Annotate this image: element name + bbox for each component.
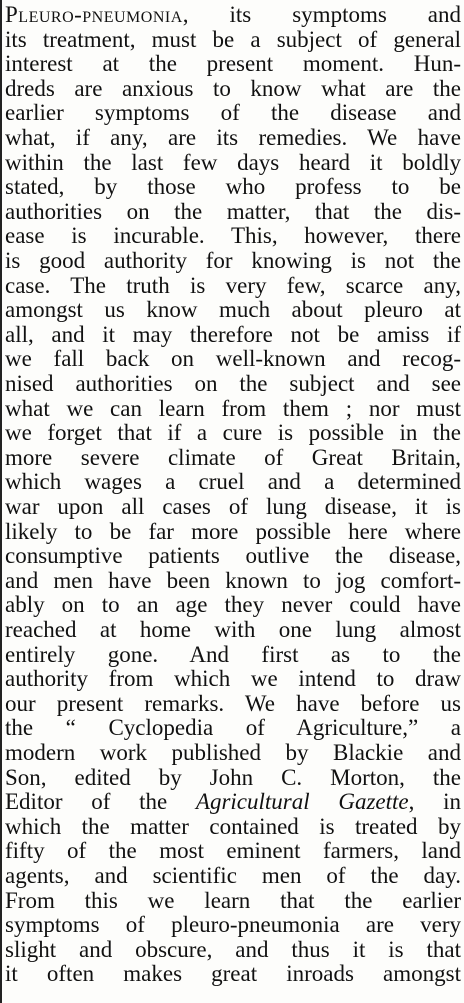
text-line bbox=[5, 322, 461, 348]
text-run: and men have been known to jog comfort- bbox=[5, 567, 461, 593]
text-line bbox=[5, 961, 461, 987]
text-run: authority from which we intend to draw bbox=[5, 666, 461, 692]
text-line bbox=[5, 568, 461, 594]
text-line bbox=[5, 150, 461, 176]
text-run: ease is incurable. This, however, there bbox=[5, 223, 461, 249]
text-run: , in bbox=[408, 789, 461, 815]
text-run: ably on to an age they never could have bbox=[5, 592, 461, 618]
text-run: From this we learn that the earlier bbox=[5, 887, 461, 913]
text-line bbox=[5, 494, 461, 520]
text-line bbox=[5, 100, 461, 126]
text-run: nised authorities on the subject and see bbox=[5, 371, 461, 396]
text-run: which the matter contained is treated by bbox=[5, 813, 461, 839]
text-line bbox=[5, 223, 461, 249]
text-run: what we can learn from them ; nor must bbox=[5, 395, 461, 421]
text-run: agents, and scientific men of the day. bbox=[5, 863, 461, 888]
text-line bbox=[5, 814, 461, 840]
text-line bbox=[5, 346, 461, 372]
text-run: what, if any, are its remedies. We have bbox=[5, 125, 461, 150]
text-run: is good authority for knowing is not the bbox=[5, 248, 461, 273]
text-run: entirely gone. And first as to the bbox=[5, 641, 461, 667]
publication-title: Agricultural Gazette bbox=[195, 789, 409, 815]
text-line bbox=[5, 297, 461, 323]
text-line bbox=[5, 937, 461, 963]
text-line bbox=[5, 76, 461, 102]
text-line bbox=[5, 174, 461, 200]
text-line bbox=[5, 691, 461, 717]
text-run: we fall back on well-known and recog- bbox=[5, 346, 461, 372]
text-run: it often makes great inroads amongst bbox=[5, 961, 461, 987]
text-run: within the last few days heard it boldly bbox=[5, 149, 461, 175]
text-line bbox=[5, 666, 461, 692]
text-line bbox=[5, 642, 461, 668]
text-line bbox=[5, 617, 461, 643]
text-line bbox=[5, 519, 461, 545]
text-line bbox=[5, 396, 461, 422]
text-run: stated, by those who profess to be bbox=[5, 174, 461, 200]
text-line bbox=[5, 27, 461, 53]
text-run: amongst us know much about pleuro at bbox=[5, 297, 461, 323]
text-line bbox=[5, 420, 461, 446]
text-line bbox=[5, 273, 461, 299]
text-run: earlier symptoms of the disease and bbox=[5, 100, 461, 126]
text-line bbox=[5, 592, 461, 618]
text-run: consumptive patients outlive the disease, bbox=[5, 543, 461, 569]
text-run: modern work published by Blackie and bbox=[5, 740, 461, 765]
text-line bbox=[5, 888, 461, 914]
text-run: interest at the present moment. Hun- bbox=[5, 51, 461, 77]
text-run: war upon all cases of lung disease, it is bbox=[5, 494, 461, 519]
text-line bbox=[5, 912, 461, 938]
text-run: more severe climate of Great Britain, bbox=[5, 444, 461, 470]
text-run: symptoms of pleuro-pneumonia are very bbox=[5, 912, 461, 938]
text-run: , its symptoms and bbox=[182, 2, 461, 27]
text-run: case. The truth is very few, scarce any, bbox=[5, 272, 461, 298]
text-line bbox=[5, 765, 461, 791]
text-line bbox=[5, 740, 461, 766]
text-run: its treatment, must be a subject of general bbox=[5, 26, 461, 52]
text-line bbox=[5, 863, 461, 889]
text-line bbox=[5, 2, 461, 28]
text-run: likely to be far more possible here where bbox=[5, 518, 461, 544]
text-line bbox=[5, 248, 461, 274]
text-run: the “ Cyclopedia of Agriculture,” a bbox=[5, 715, 461, 741]
text-run: Editor of the bbox=[5, 789, 196, 815]
text-run: reached at home with one lung almost bbox=[5, 617, 461, 642]
text-line bbox=[5, 543, 461, 569]
column-rule bbox=[0, 0, 2, 1003]
text-line bbox=[5, 371, 461, 397]
text-line bbox=[5, 125, 461, 151]
text-run: authorities on the matter, that the dis- bbox=[5, 198, 461, 224]
text-run: which wages a cruel and a determined bbox=[5, 469, 461, 495]
text-run: slight and obscure, and thus it is that bbox=[5, 936, 461, 962]
text-line bbox=[5, 469, 461, 495]
lead-word: Pleuro-pneumonia bbox=[5, 2, 183, 27]
text-run: Son, edited by John C. Morton, the bbox=[5, 764, 461, 790]
text-line bbox=[5, 715, 461, 741]
text-line bbox=[5, 445, 461, 471]
text-run: fifty of the most eminent farmers, land bbox=[5, 838, 461, 864]
text-run: all, and it may therefore not be amiss if bbox=[5, 321, 461, 347]
text-line bbox=[5, 51, 461, 77]
text-run: dreds are anxious to know what are the bbox=[5, 75, 461, 101]
text-line bbox=[5, 789, 461, 815]
text-line bbox=[5, 838, 461, 864]
text-run: our present remarks. We have before us bbox=[5, 690, 461, 716]
text-line bbox=[5, 199, 461, 225]
text-run: we forget that if a cure is possible in the bbox=[5, 420, 461, 446]
